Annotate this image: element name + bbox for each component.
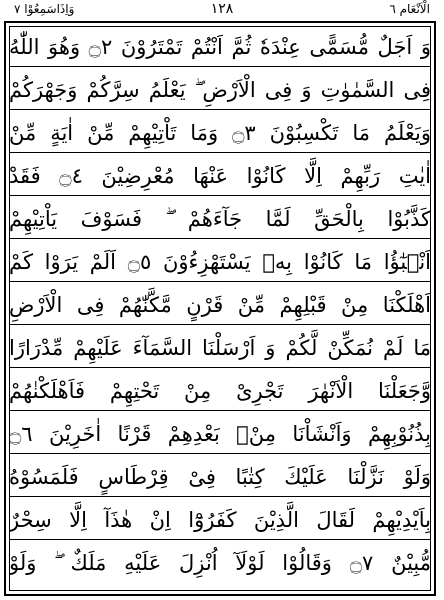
verse-line (9, 543, 431, 583)
verse-line (9, 328, 431, 368)
verse-line-text: وَّجَعَلْنَا الْاَنْهٰرَ تَجْرِىْ مِنْ تَحْتِهِمْ فَاَهْلَكْنٰهُمْ (9, 379, 431, 403)
verse-line (9, 285, 431, 325)
verse-line (9, 27, 431, 67)
verse-line (9, 457, 431, 497)
verse-line-text: وَيَعْلَمُ مَا تَكْسِبُوْنَ ۝٣ وَمَا تَاْتِيْهِمْ مِّنْ اٰيَةٍ مِّنْ (9, 121, 431, 145)
verse-line-text: مَا لَمْ نُمَكِّنْ لَّكُمْ وَ اَرْسَلْنَا السَّمَآءَ عَلَيْهِمْ مِّدْرَارًا (9, 336, 431, 360)
verse-line-text: بِاَيْدِيْهِمْ لَقَالَ الَّذِيْنَ كَفَرُوْٓا اِنْ هٰذَآ اِلَّا سِحْرٌ (9, 508, 431, 532)
verse-line (9, 371, 431, 411)
verse-line (9, 242, 431, 282)
verse-lines (9, 27, 431, 590)
verse-line-text: اَنْۢبٰٓؤُا مَا كَانُوْا بِهٖ يَسْتَهْزِءُوْنَ ۝٥ اَلَمْ يَرَوْا كَمْ (9, 250, 431, 274)
verse-line-text: كَذَّبُوْا بِالْحَقِّ لَمَّا جَآءَهُمْ ۖ فَسَوْفَ يَاْتِيْهِمْ (9, 207, 431, 231)
verse-line (9, 70, 431, 110)
verse-line-text: بِذُنُوْبِهِمْ وَاَنْشَاْنَا مِنْۢ بَعْدِهِمْ قَرْنًا اٰخَرِيْنَ ۝٦ (9, 422, 431, 446)
surah-name: الْاَنْعَام ٦ (389, 2, 430, 16)
verse-line-text: مُّبِيْنٌ ۝٧ وَقَالُوْا لَوْلَآ اُنْزِلَ عَلَيْهِ مَلَكٌ ۖ وَلَوْ (9, 551, 431, 575)
verse-line-text: فِى السَّمٰوٰتِ وَ فِى الْاَرْضِ ۖ يَعْلَمُ سِرَّكُمْ وَجَهْرَكُمْ (9, 78, 431, 102)
verse-line-text: وَلَوْ نَزَّلْنَا عَلَيْكَ كِتٰبًا فِىْ قِرْطَاسٍ فَلَمَسُوْهُ (9, 465, 431, 489)
juz-name: وَاِذَاسَمِعُوْا ٧ (14, 2, 75, 16)
verse-line (9, 199, 431, 239)
page-number: ١٢٨ (210, 1, 234, 17)
verse-line-text: وَ اَجَلٌ مُّسَمًّى عِنْدَهٗ ثُمَّ اَنْتُمْ تَمْتَرُوْنَ ۝٢ وَهُوَ اللّٰهُ (9, 35, 431, 59)
verse-line-text: اَهْلَكْنَا مِنْ قَبْلِهِمْ مِّنْ قَرْنٍ مَّكَّنّٰهُمْ فِى الْاَرْضِ (9, 293, 431, 317)
verse-line (9, 156, 431, 196)
verse-line (9, 500, 431, 540)
page-header (0, 0, 444, 20)
verse-line (9, 414, 431, 454)
verse-line-text: اٰيٰتِ رَبِّهِمْ اِلَّا كَانُوْا عَنْهَا مُعْرِضِيْنَ ۝٤ فَقَدْ (9, 164, 431, 188)
verse-line (9, 113, 431, 153)
